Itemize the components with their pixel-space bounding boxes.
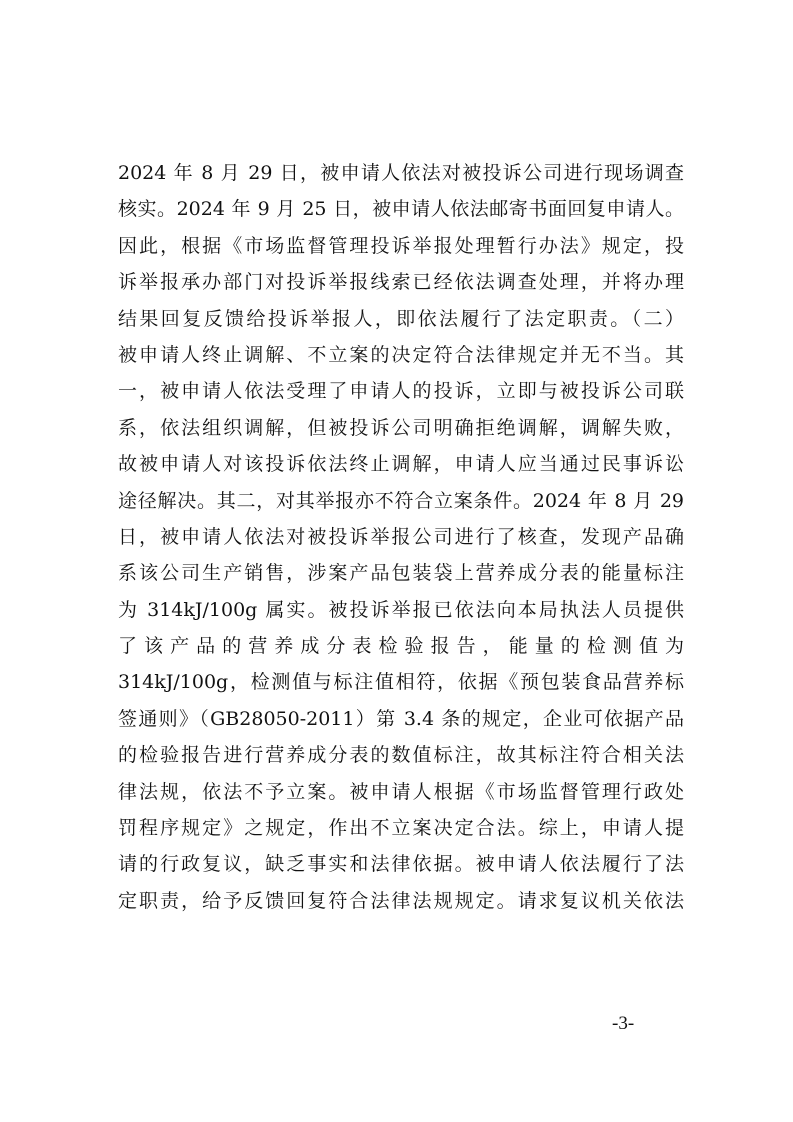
text-line: 了该产品的营养成分表检验报告，能量的检测值为 <box>118 635 684 658</box>
text-line: 的检验报告进行营养成分表的数值标注，故其标注符合相关法 <box>118 744 684 767</box>
text-line: 请的行政复议，缺乏事实和法律依据。被申请人依法履行了法 <box>118 853 684 876</box>
text-line: 314kJ/100g，检测值与标注值相符，依据《预包装食品营养标 <box>118 671 684 694</box>
text-line: 一，被申请人依法受理了申请人的投诉，立即与被投诉公司联 <box>118 380 684 403</box>
text-line: 系该公司生产销售，涉案产品包装袋上营养成分表的能量标注 <box>118 562 684 585</box>
text-line: 为 314kJ/100g 属实。被投诉举报已依法向本局执法人员提供 <box>118 598 684 621</box>
page-number: -3- <box>612 1013 635 1034</box>
text-line: 2024 年 8 月 29 日，被申请人依法对被投诉公司进行现场调查 <box>118 162 684 184</box>
text-line: 系，依法组织调解，但被投诉公司明确拒绝调解，调解失败， <box>118 416 684 439</box>
text-line: 律法规，依法不予立案。被申请人根据《市场监督管理行政处 <box>118 780 684 803</box>
body-text <box>118 155 684 919</box>
text-line: 定职责，给予反馈回复符合法律法规规定。请求复议机关依法 <box>118 889 684 912</box>
text-line: 日，被申请人依法对被投诉举报公司进行了核查，发现产品确 <box>118 525 684 548</box>
text-line: 途径解决。其二，对其举报亦不符合立案条件。2024 年 8 月 29 <box>118 489 684 512</box>
text-line: 故被申请人对该投诉依法终止调解，申请人应当通过民事诉讼 <box>118 453 684 476</box>
text-line: 罚程序规定》之规定，作出不立案决定合法。综上，申请人提 <box>118 817 684 840</box>
text-line: 核实。2024 年 9 月 25 日，被申请人依法邮寄书面回复申请人。 <box>118 198 684 221</box>
text-line: 被申请人终止调解、不立案的决定符合法律规定并无不当。其 <box>118 343 684 366</box>
text-line: 结果回复反馈给投诉举报人，即依法履行了法定职责。（二） <box>118 307 684 330</box>
text-line: 诉举报承办部门对投诉举报线索已经依法调查处理，并将办理 <box>118 271 684 294</box>
text-line: 因此，根据《市场监督管理投诉举报处理暂行办法》规定，投 <box>118 234 684 257</box>
text-line: 签通则》（GB28050-2011）第 3.4 条的规定，企业可依据产品 <box>118 707 684 730</box>
